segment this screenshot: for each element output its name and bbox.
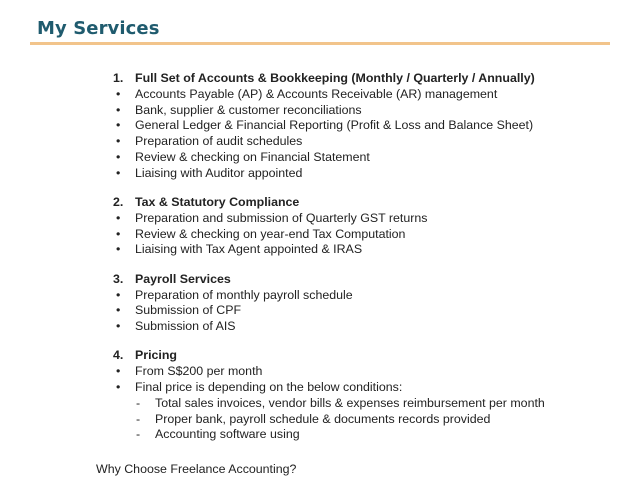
section-title: Tax & Statutory Compliance: [135, 195, 300, 210]
bullet-icon: •: [116, 86, 121, 101]
bullet-icon: •: [116, 118, 121, 133]
list-item: • From S$200 per month: [113, 364, 613, 380]
list-item: • General Ledger & Financial Reporting (Profit & Loss and Balance Sheet): [113, 118, 613, 134]
footer-text: Why Choose Freelance Accounting?: [96, 462, 297, 476]
section-pricing: [113, 348, 613, 443]
section-tax-compliance: [113, 195, 613, 258]
bullet-icon: •: [116, 380, 121, 395]
list-item: • Preparation of audit schedules: [113, 134, 613, 150]
list-item: • Final price is depending on the below conditions:: [113, 380, 613, 396]
bullet-icon: •: [116, 242, 121, 257]
section-title: Pricing: [135, 348, 177, 363]
bullet-icon: •: [116, 210, 121, 225]
bullet-icon: •: [116, 149, 121, 164]
bullet-icon: •: [116, 226, 121, 241]
list-item: • Bank, supplier & customer reconciliations: [113, 103, 613, 119]
services-list: [113, 71, 613, 457]
dash-icon: -: [136, 395, 141, 410]
list-item: • Review & checking on Financial Statement: [113, 150, 613, 166]
bullet-icon: •: [116, 287, 121, 302]
section-title: Full Set of Accounts & Bookkeeping (Monthly / Quarterly / Annually): [135, 71, 535, 85]
sub-list-item: - Total sales invoices, vendor bills & expenses reimbursement per month: [136, 395, 545, 410]
bullet-icon: •: [116, 319, 121, 334]
bullet-icon: •: [116, 102, 121, 117]
section-accounts-bookkeeping: [113, 71, 613, 182]
sub-list-item: - Accounting software using: [136, 427, 300, 442]
sub-list-item: - Proper bank, payroll schedule & documents records provided: [136, 411, 491, 426]
section-heading: [113, 195, 613, 211]
dash-icon: -: [136, 427, 141, 442]
section-number: 2.: [113, 195, 124, 210]
section-heading: [113, 272, 613, 288]
section-heading: [113, 71, 613, 87]
section-payroll: [113, 272, 613, 335]
section-number: 3.: [113, 271, 124, 286]
list-item: • Liaising with Tax Agent appointed & IRAS: [113, 242, 613, 258]
section-heading: [113, 348, 613, 364]
list-item: • Preparation and submission of Quarterly GST returns: [113, 211, 613, 227]
list-item: • Preparation of monthly payroll schedule: [113, 288, 613, 304]
bullet-icon: •: [116, 134, 121, 149]
section-title: Payroll Services: [135, 271, 231, 286]
section-number: 1.: [113, 71, 124, 85]
page-title: My Services: [37, 18, 160, 39]
section-number: 4.: [113, 348, 124, 363]
bullet-icon: •: [116, 165, 121, 180]
list-item: • Submission of AIS: [113, 319, 613, 335]
list-item: • Submission of CPF: [113, 303, 613, 319]
list-item: • Accounts Payable (AP) & Accounts Receivable (AR) management: [113, 87, 613, 103]
list-item: • Liaising with Auditor appointed: [113, 166, 613, 182]
list-item: • Review & checking on year-end Tax Computation: [113, 227, 613, 243]
dash-icon: -: [136, 411, 141, 426]
title-divider: [30, 42, 610, 45]
bullet-icon: •: [116, 303, 121, 318]
bullet-icon: •: [116, 364, 121, 379]
